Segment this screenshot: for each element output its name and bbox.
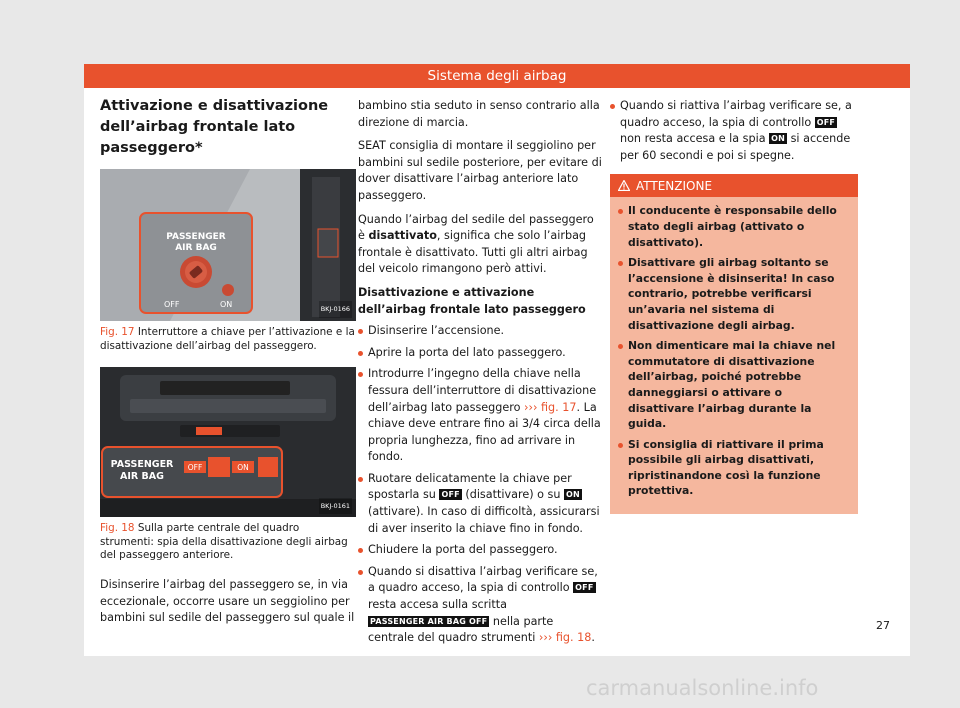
text-span: Quando l’airbag del sedile del passeggero è [358,212,594,243]
column-right [610,98,858,514]
warning-title: ATTENZIONE [636,178,713,193]
text-span: nella parte centrale del quadro strumenti [368,614,554,645]
chapter-header [84,64,910,88]
figure-17-caption-text: Interruttore a chiave per l’attivazione e la disattivazione dell’airbag del passeggero. [100,326,355,352]
text-span: Ruotare delicatamente la chiave per spostarla su [368,471,572,502]
fig17-on-label: ON [220,300,233,309]
text-bold: disattivato [368,229,437,243]
page-number: 27 [876,619,890,632]
chapter-title: Sistema degli airbag [427,68,567,84]
figure-18-image [100,367,356,517]
paragraph-seat-advice: SEAT consiglia di montare il seggiolino per bambini sul sedile posteriore, per evitare di dover disattivare l’airbag anteriore lato passeggero. [358,139,602,202]
list-item [358,564,602,647]
fig18-panel-line2: AIR BAG [120,471,164,483]
list-item [358,366,602,466]
column-left [100,96,356,634]
airbag-key-switch-illustration [100,169,356,321]
fig18-on-label: ON [237,463,249,473]
on-indicator-icon: ON [566,490,580,500]
list-item: Chiudere la porta del passeggero. [358,542,602,559]
text-span: Quando si riattiva l’airbag verificare se, a quadro acceso, la spia di controllo [620,99,852,129]
watermark: carmanualsonline.info [586,676,819,700]
figure-18-link[interactable]: ››› fig. 18 [538,631,592,645]
warning-item: Non dimenticare mai la chiave nel commutatore di disattivazione dell’airbag, poiché potrebbe danneggiarsi o attivare o disattivare l’airbag durante la guida. [618,338,850,432]
figure-17-caption [100,326,356,353]
paragraph-intro: Disinserire l’airbag del passeggero se, in via eccezionale, occorre usare un seggiolino per bambini sul sedile del passeggero sul quale il [100,577,355,625]
on-indicator-icon: ON [771,134,786,144]
warning-box [610,174,858,514]
list-item [358,471,602,537]
warning-triangle-icon [618,180,630,191]
warning-item: Si consiglia di riattivare il prima possibile gli airbag disattivati, ripristinandone così la funzione protettiva. [618,437,850,499]
manual-page [84,64,910,656]
paragraph-disabled-note [358,212,602,278]
section-title: Attivazione e disattivazione dell’airbag frontale lato passeggero* [100,98,329,156]
column-middle [358,98,602,652]
text-span: non resta accesa e la spia [620,132,770,146]
text-span: Introdurre l’ingegno della chiave nella fessura dell’interruttore di disattivazione dell’airbag lato passeggero [368,367,597,414]
warning-item: Disattivare gli airbag soltanto se l’accensione è disinserita! In caso contrario, potrebbe verificarsi un’avaria nel sistema di disattivazione degli airbag. [618,255,850,333]
fig18-off-label: OFF [187,463,203,473]
figure-17-link[interactable]: ››› fig. 17 [524,400,577,414]
passenger-airbag-off-indicator-icon: PASSENGER AIR BAG OFF [370,616,488,626]
figure-18-caption [100,522,356,563]
fig17-panel-line2: AIR BAG [175,243,217,253]
warning-header [610,174,858,197]
figure-18-label: Fig. 18 [100,522,135,535]
list-item: Aprire la porta del lato passeggero. [358,345,602,362]
figure-17-label: Fig. 17 [100,326,135,338]
off-indicator-icon: OFF [441,490,460,500]
figure-code: BKJ-0166 [319,301,352,318]
list-item: Disinserire l’accensione. [358,323,602,340]
dashboard-airbag-indicator-illustration [100,367,356,517]
off-indicator-icon: OFF [816,117,836,127]
fig17-off-label: OFF [164,300,180,309]
warning-body [610,197,858,499]
text-span: , significa che solo l’airbag frontale è disattivato. Tutti gli altri airbag del veicolo rimangono però attivi. [358,229,588,276]
paragraph-continue: bambino stia seduto in senso contrario alla direzione di marcia. [358,99,600,129]
text-span: . La chiave deve entrare fino ai 3/4 circa della propria lunghezza, fino ad arrivare in fondo. [368,400,601,464]
text-span: (attivare). In caso di difficoltà, assicurarsi di aver inserito la chiave fino in fondo. [368,505,600,535]
fig17-panel-line1: PASSENGER [166,232,226,242]
list-item [610,98,858,164]
figure-code: BKJ-0161 [319,498,352,515]
text-span: Quando si disattiva l’airbag verificare se, a quadro acceso, la spia di controllo [368,564,598,595]
text-span: resta accesa sulla scritta [368,598,508,612]
figure-18-caption-text: Sulla parte centrale del quadro strumenti: spia della disattivazione degli airbag del passeggero anteriore. [100,522,348,562]
fig18-panel-line1: PASSENGER [110,459,174,471]
subsection-title: Disattivazione e attivazione dell’airbag frontale lato passeggero [358,285,586,316]
warning-item: Il conducente è responsabile dello stato degli airbag (attivato o disattivato). [618,203,850,250]
figure-17-image [100,169,356,321]
text-span: si accende per 60 secondi e poi si spegne. [620,132,851,162]
off-indicator-icon: OFF [575,583,594,593]
text-span: (disattivare) o su [461,488,565,502]
text-span: . [591,631,595,645]
